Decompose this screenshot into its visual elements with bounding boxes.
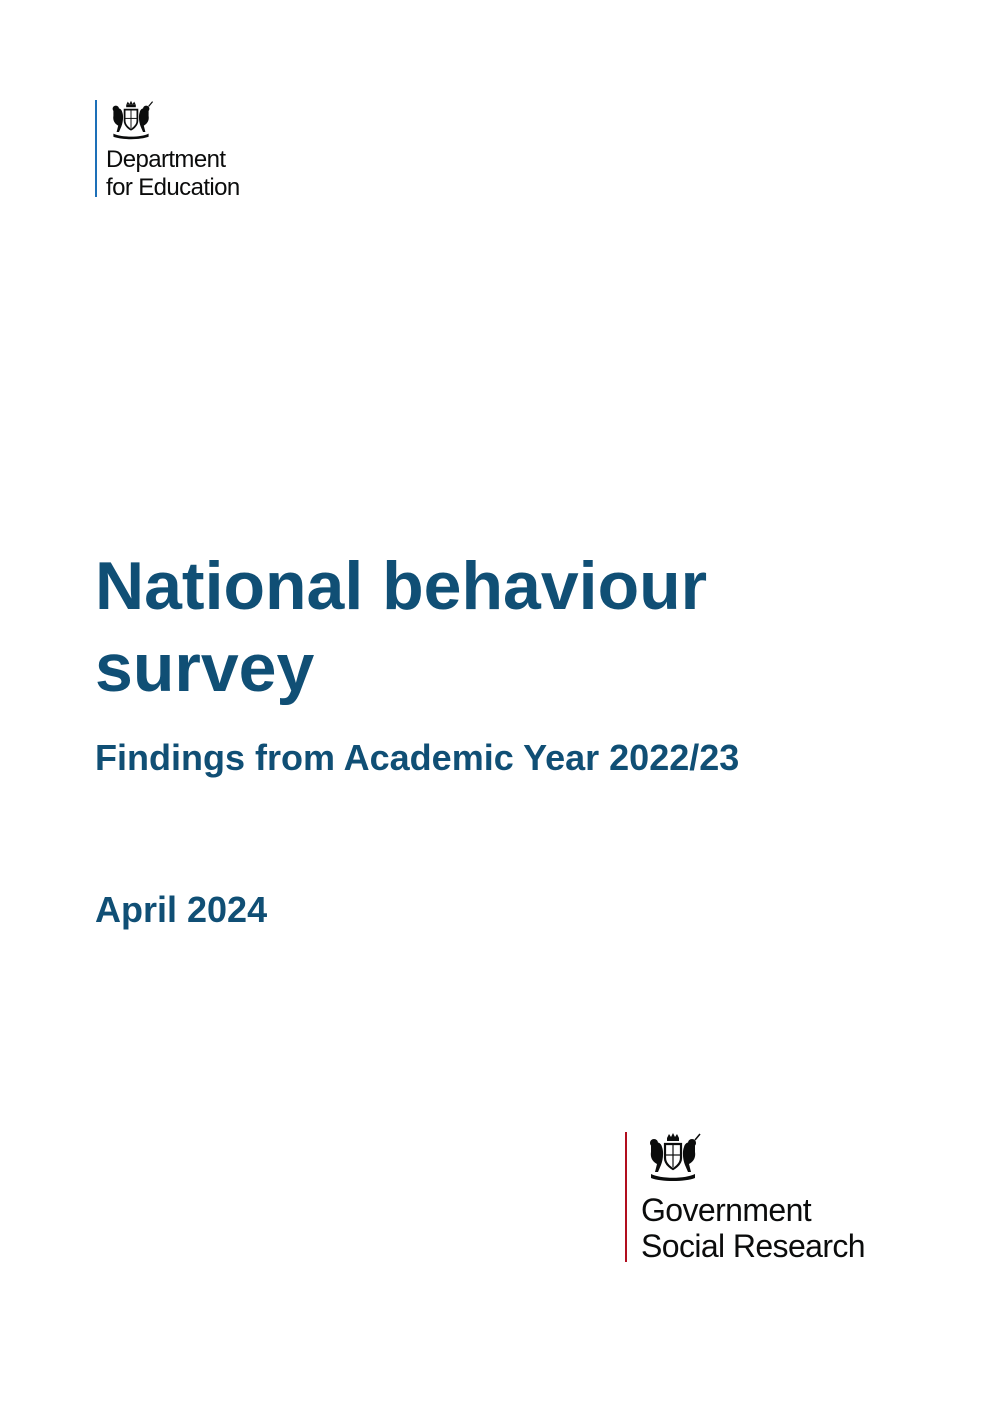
- gsr-logo-text: [641, 1192, 865, 1264]
- gsr-logo-line2: Social Research: [641, 1228, 866, 1264]
- royal-coat-of-arms-icon: [107, 100, 155, 140]
- dfe-logo-line2: for Education: [106, 174, 240, 201]
- royal-coat-of-arms-icon: [642, 1132, 704, 1182]
- gsr-logo-line1: Government: [641, 1192, 812, 1228]
- gsr-logo: [625, 1132, 865, 1262]
- document-title: National behaviour survey: [95, 548, 708, 706]
- dfe-logo: [95, 100, 240, 201]
- dfe-logo-line1: Department: [106, 146, 226, 173]
- dfe-logo-text: [106, 146, 240, 202]
- document-subtitle: Findings from Academic Year 2022/23: [95, 737, 740, 778]
- publication-date: April 2024: [95, 889, 268, 930]
